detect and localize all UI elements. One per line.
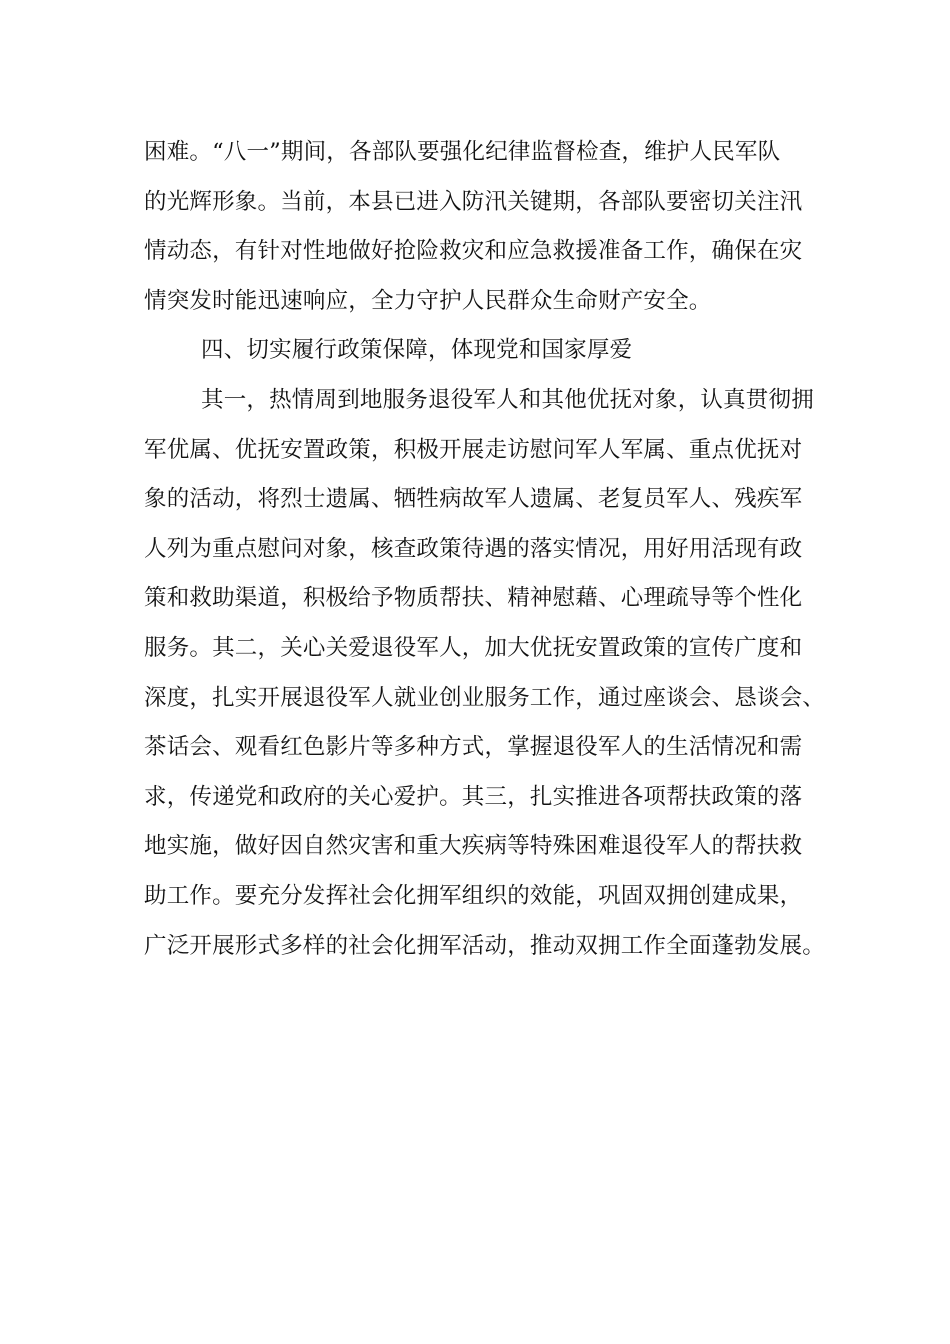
paragraph-line: 深度，扎实开展退役军人就业创业服务工作，通过座谈会、恳谈会、 [144,684,826,711]
paragraph-line: 地实施，做好因自然灾害和重大疾病等特殊困难退役军人的帮扶救 [144,833,803,860]
paragraph-line: 困难。“八一”期间，各部队要强化纪律监督检查，维护人民军队 [144,139,781,165]
paragraph-line: 服务。其二，关心关爱退役军人，加大优抚安置政策的宣传广度和 [144,634,803,661]
paragraph-line: 人列为重点慰问对象，核查政策待遇的落实情况，用好用活现有政 [144,535,803,562]
paragraph-line: 其一，热情周到地服务退役军人和其他优抚对象，认真贯彻拥 [201,386,814,413]
paragraph-line: 茶话会、观看红色影片等多种方式，掌握退役军人的生活情况和需 [144,734,803,761]
document-body [144,128,834,971]
paragraph-line: 助工作。要充分发挥社会化拥军组织的效能，巩固双拥创建成果， [144,882,803,909]
paragraph-line: 求，传递党和政府的关心爱护。其三，扎实推进各项帮扶政策的落 [144,783,803,810]
paragraph-line: 广泛开展形式多样的社会化拥军活动，推动双拥工作全面蓬勃发展。 [144,932,826,959]
paragraph-line: 策和救助渠道，积极给予物质帮扶、精神慰藉、心理疏导等个性化 [144,585,803,612]
paragraph-line: 象的活动，将烈士遗属、牺牲病故军人遗属、老复员军人、残疾军 [144,486,803,513]
paragraph-line: 军优属、优抚安置政策，积极开展走访慰问军人军属、重点优抚对 [144,436,803,463]
paragraph-line: 情动态，有针对性地做好抢险救灾和应急救援准备工作，确保在灾 [144,238,803,265]
paragraph-line: 情突发时能迅速响应，全力守护人民群众生命财产安全。 [144,287,712,314]
paragraph-line: 的光辉形象。当前，本县已进入防汛关键期，各部队要密切关注汛 [144,188,803,215]
section-heading: 四、切实履行政策保障，体现党和国家厚爱 [201,337,633,364]
